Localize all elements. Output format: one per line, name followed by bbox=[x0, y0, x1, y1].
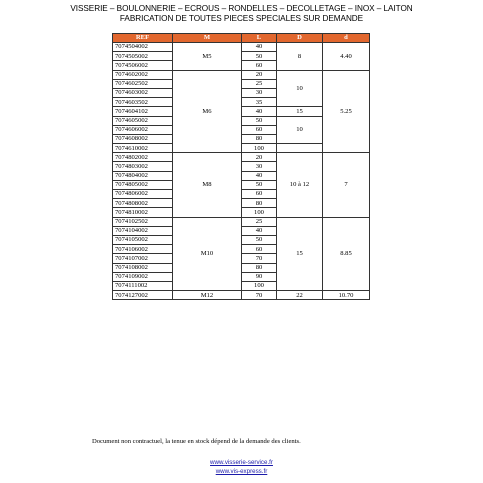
cell-ref: 7074109002 bbox=[113, 272, 173, 281]
cell-l: 70 bbox=[242, 291, 277, 300]
document-header bbox=[0, 4, 483, 24]
cell-ref: 7074504002 bbox=[113, 43, 173, 52]
cell-l: 20 bbox=[242, 153, 277, 162]
cell-d-outer: 10 à 12 bbox=[277, 153, 323, 217]
cell-ref: 7074108002 bbox=[113, 263, 173, 272]
cell-l: 40 bbox=[242, 226, 277, 235]
table-row bbox=[113, 153, 370, 162]
header-line-2: FABRICATION DE TOUTES PIECES SPECIALES SUR DEMANDE bbox=[119, 14, 364, 23]
cell-d-outer: 22 bbox=[277, 291, 323, 300]
column-header-m: M bbox=[173, 34, 242, 43]
cell-l: 70 bbox=[242, 254, 277, 263]
column-header-d-inner: d bbox=[323, 34, 370, 43]
table-header-row bbox=[113, 34, 370, 43]
cell-ref: 7074102502 bbox=[113, 217, 173, 226]
cell-ref: 7074111002 bbox=[113, 281, 173, 290]
cell-ref: 7074803002 bbox=[113, 162, 173, 171]
cell-d-inner: 5.25 bbox=[323, 70, 370, 153]
cell-ref: 7074806002 bbox=[113, 190, 173, 199]
cell-l: 35 bbox=[242, 98, 277, 107]
cell-ref: 7074602502 bbox=[113, 79, 173, 88]
cell-ref: 7074127002 bbox=[113, 291, 173, 300]
cell-l: 25 bbox=[242, 79, 277, 88]
cell-ref: 7074603502 bbox=[113, 98, 173, 107]
cell-d-outer: 15 bbox=[277, 107, 323, 116]
column-header-l: L bbox=[242, 34, 277, 43]
table-row bbox=[113, 217, 370, 226]
cell-d-inner: 10.70 bbox=[323, 291, 370, 300]
cell-ref: 7074505002 bbox=[113, 52, 173, 61]
cell-ref: 7074605002 bbox=[113, 116, 173, 125]
cell-l: 60 bbox=[242, 245, 277, 254]
cell-l: 40 bbox=[242, 43, 277, 52]
cell-ref: 7074610002 bbox=[113, 144, 173, 153]
cell-ref: 7074802002 bbox=[113, 153, 173, 162]
cell-l: 80 bbox=[242, 134, 277, 143]
cell-d-outer: 10 bbox=[277, 116, 323, 144]
cell-ref: 7074810002 bbox=[113, 208, 173, 217]
cell-d-outer bbox=[277, 144, 323, 153]
cell-l: 30 bbox=[242, 162, 277, 171]
column-header-d-outer: D bbox=[277, 34, 323, 43]
cell-ref: 7074604102 bbox=[113, 107, 173, 116]
cell-m: M5 bbox=[173, 43, 242, 71]
cell-ref: 7074606002 bbox=[113, 125, 173, 134]
cell-l: 50 bbox=[242, 180, 277, 189]
cell-ref: 7074106002 bbox=[113, 245, 173, 254]
cell-l: 80 bbox=[242, 199, 277, 208]
cell-l: 50 bbox=[242, 116, 277, 125]
cell-l: 40 bbox=[242, 107, 277, 116]
cell-d-inner: 8.85 bbox=[323, 217, 370, 291]
cell-l: 80 bbox=[242, 263, 277, 272]
cell-l: 100 bbox=[242, 208, 277, 217]
cell-m: M8 bbox=[173, 153, 242, 217]
cell-ref: 7074107002 bbox=[113, 254, 173, 263]
cell-d-inner: 7 bbox=[323, 153, 370, 217]
spec-table bbox=[112, 33, 370, 300]
table-body bbox=[113, 43, 370, 300]
cell-ref: 7074104002 bbox=[113, 226, 173, 235]
cell-l: 50 bbox=[242, 235, 277, 244]
cell-l: 60 bbox=[242, 61, 277, 70]
cell-d-inner: 4.40 bbox=[323, 43, 370, 71]
cell-m: M6 bbox=[173, 70, 242, 153]
cell-m: M12 bbox=[173, 291, 242, 300]
cell-l: 30 bbox=[242, 88, 277, 97]
cell-l: 60 bbox=[242, 125, 277, 134]
column-header-ref: REF bbox=[113, 34, 173, 43]
cell-l: 60 bbox=[242, 190, 277, 199]
cell-d-outer: 8 bbox=[277, 43, 323, 71]
cell-ref: 7074808002 bbox=[113, 199, 173, 208]
cell-ref: 7074805002 bbox=[113, 180, 173, 189]
cell-m: M10 bbox=[173, 217, 242, 291]
cell-ref: 7074608002 bbox=[113, 134, 173, 143]
cell-ref: 7074602002 bbox=[113, 70, 173, 79]
header-line-1: VISSERIE – BOULONNERIE – ECROUS – RONDELLES – DECOLLETAGE – INOX – LAITON bbox=[70, 4, 413, 13]
table-row bbox=[113, 43, 370, 52]
cell-l: 100 bbox=[242, 144, 277, 153]
cell-l: 100 bbox=[242, 281, 277, 290]
cell-ref: 7074105002 bbox=[113, 235, 173, 244]
cell-l: 25 bbox=[242, 217, 277, 226]
cell-d-outer: 15 bbox=[277, 217, 323, 291]
website-link-visserie-service[interactable]: www.visserie-service.fr bbox=[210, 459, 273, 466]
disclaimer-footnote: Document non contractuel, la tenue en stock dépend de la demande des clients. bbox=[92, 438, 301, 445]
table-row bbox=[113, 291, 370, 300]
website-link-vis-express[interactable]: www.vis-express.fr bbox=[215, 468, 268, 475]
cell-ref: 7074506002 bbox=[113, 61, 173, 70]
cell-l: 40 bbox=[242, 171, 277, 180]
cell-ref: 7074804002 bbox=[113, 171, 173, 180]
table-row bbox=[113, 70, 370, 79]
cell-ref: 7074603002 bbox=[113, 88, 173, 97]
cell-d-outer: 10 bbox=[277, 70, 323, 107]
cell-l: 90 bbox=[242, 272, 277, 281]
cell-l: 20 bbox=[242, 70, 277, 79]
cell-l: 50 bbox=[242, 52, 277, 61]
